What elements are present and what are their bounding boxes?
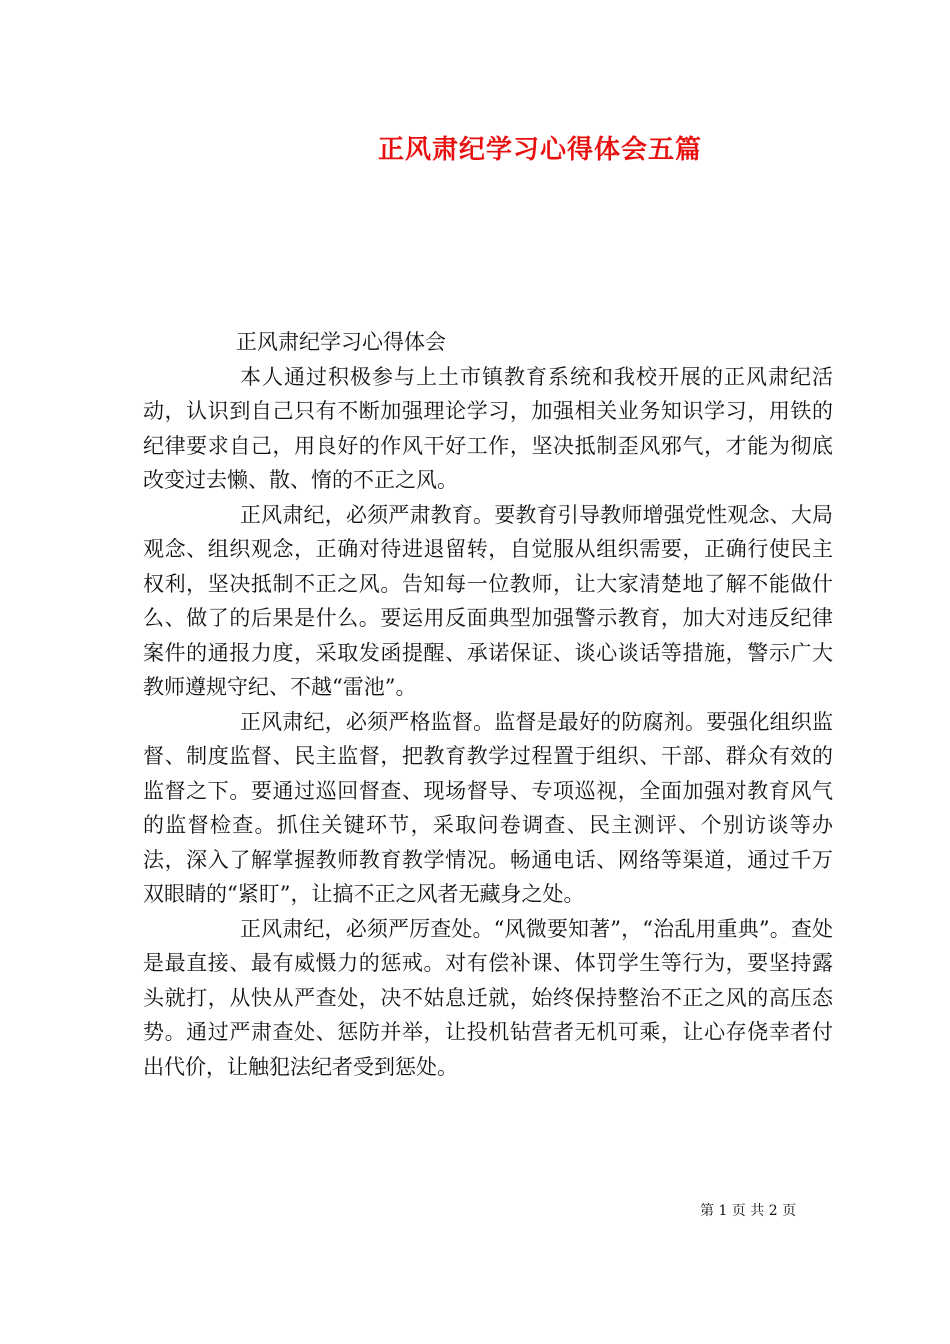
page-number-footer: 第 1 页 共 2 页: [700, 1203, 797, 1219]
paragraph-intro: 本人通过积极参与上土市镇教育系统和我校开展的正风肃纪活动，认识到自己只有不断加强理论学习，加强相关业务知识学习，用铁的纪律要求自己，用良好的作风干好工作，坚决抵制歪风邪气，才能为彻底改变过去懒、散、惰的不正之风。: [143, 364, 833, 492]
paragraph-education: 正风肃纪，必须严肃教育。要教育引导教师增强党性观念、大局观念、组织观念，正确对待进退留转，自觉服从组织需要，正确行使民主权利，坚决抵制不正之风。告知每一位教师，让大家清楚地了解不能做什么、做了的后果是什么。要运用反面典型加强警示教育，加大对违反纪律案件的通报力度，采取发函提醒、承诺保证、谈心谈话等措施，警示广大教师遵规守纪、不越“雷池”。: [143, 502, 833, 699]
paragraph-punishment: 正风肃纪，必须严厉查处。“风微要知著”，“治乱用重典”。查处是最直接、最有威慑力的惩戒。对有偿补课、体罚学生等行为，要坚持露头就打，从快从严查处，决不姑息迁就，始终保持整治不正之风的高压态势。通过严肃查处、惩防并举，让投机钻营者无机可乘，让心存侥幸者付出代价，让触犯法纪者受到惩处。: [143, 916, 833, 1079]
document-subtitle: 正风肃纪学习心得体会: [236, 330, 446, 354]
document-title: 正风肃纪学习心得体会五篇: [377, 135, 702, 165]
paragraph-supervision: 正风肃纪，必须严格监督。监督是最好的防腐剂。要强化组织监督、制度监督、民主监督，把教育教学过程置于组织、干部、群众有效的监督之下。要通过巡回督查、现场督导、专项巡视，全面加强对教育风气的监督检查。抓住关键环节，采取问卷调查、民主测评、个别访谈等办法，深入了解掌握教师教育教学情况。畅通电话、网络等渠道，通过千万双眼睛的“紧盯”，让搞不正之风者无藏身之处。: [143, 709, 833, 906]
document-body: [143, 325, 833, 1084]
